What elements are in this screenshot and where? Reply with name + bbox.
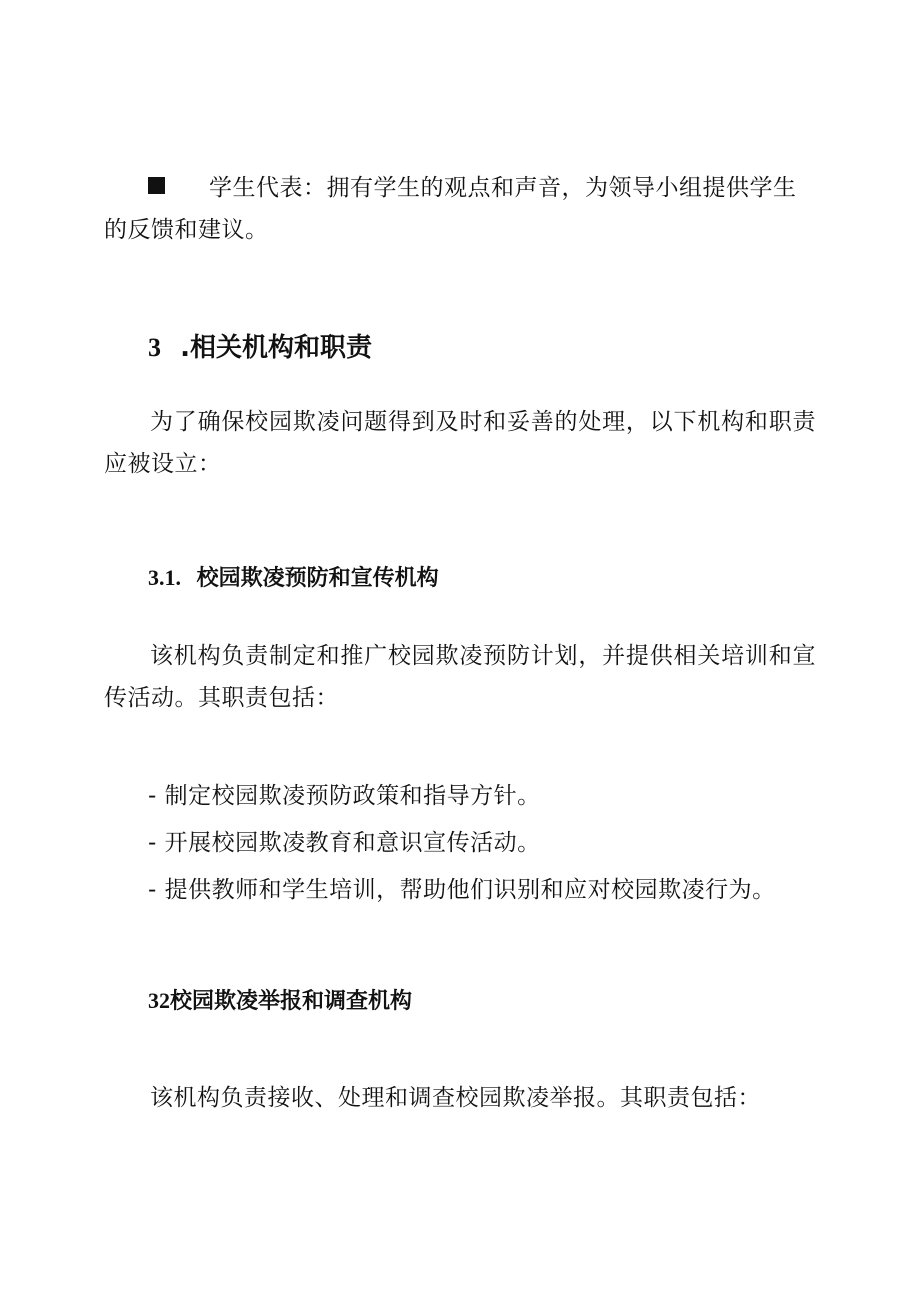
section-3-heading — [148, 331, 372, 365]
square-bullet-icon — [148, 177, 165, 194]
list-item: - 制定校园欺凌预防政策和指导方针。 — [148, 783, 541, 809]
section-3-1-heading — [148, 563, 439, 594]
student-rep-paragraph — [104, 167, 816, 251]
student-rep-text: 学生代表：拥有学生的观点和声音，为领导小组提供学生的反馈和建议。 — [104, 175, 797, 243]
section-3-2-intro: 该机构负责接收、处理和调查校园欺凌举报。其职责包括： — [150, 1085, 761, 1111]
list-item: - 开展校园欺凌教育和意识宣传活动。 — [148, 830, 541, 856]
section-3-2-title: 校园欺凌举报和调查机构 — [170, 989, 413, 1014]
section-3-number: 3 — [148, 333, 161, 362]
section-3-title: .相关机构和职责 — [180, 333, 372, 363]
section-3-1-number: 3.1. — [148, 565, 181, 590]
section-3-2-number: 32 — [148, 988, 170, 1013]
list-item: - 提供教师和学生培训，帮助他们识别和应对校园欺凌行为。 — [148, 877, 776, 903]
section-3-2-heading — [148, 986, 412, 1017]
section-3-1-title: 校园欺凌预防和宣传机构 — [196, 566, 439, 591]
section-3-intro: 为了确保校园欺凌问题得到及时和妥善的处理，以下机构和职责应被设立： — [104, 409, 816, 477]
section-3-1-intro: 该机构负责制定和推广校园欺凌预防计划，并提供相关培训和宣传活动。其职责包括： — [104, 643, 816, 711]
